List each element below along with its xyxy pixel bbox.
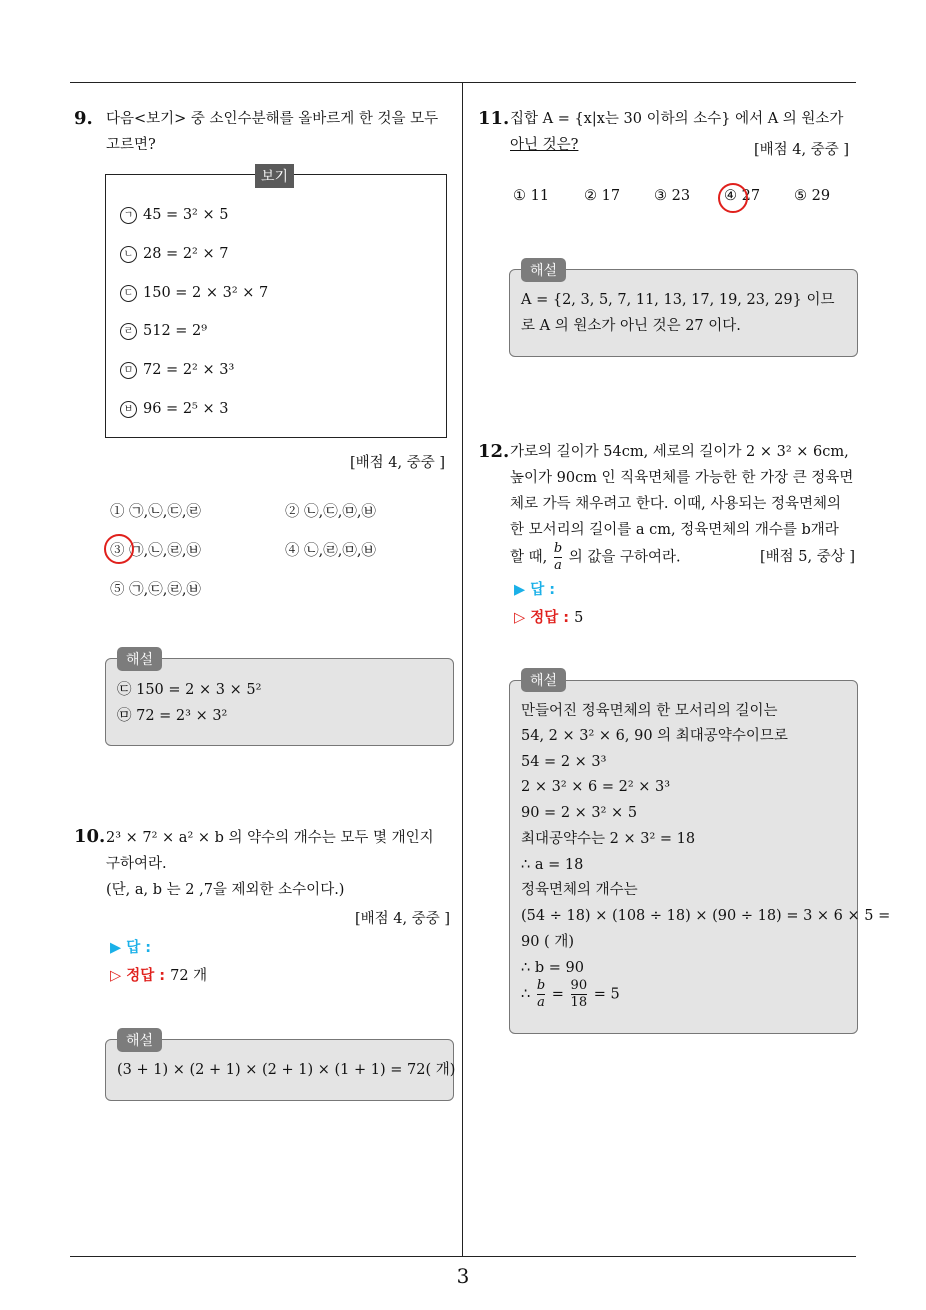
selected-answer-circle-icon: [718, 183, 748, 213]
solution-line: 로 A 의 원소가 아닌 것은 27 이다.: [521, 318, 741, 334]
question-text: 높이가 90cm 인 직육면체를 가능한 한 가장 큰 정육면: [510, 470, 854, 486]
solution-box: [509, 269, 858, 357]
solution-line: ∴ b = 90: [521, 960, 584, 976]
choice-4[interactable]: ④ ㉡,㉣,㉤,㉥: [285, 543, 376, 559]
fraction: $\frac{b}{a}$: [536, 978, 546, 1010]
fraction: $\frac{b}{a}$: [553, 541, 563, 573]
question-number: 10.: [74, 826, 106, 847]
question-text: 다음<보기> 중 소인수분해를 올바르게 한 것을 모두: [106, 111, 439, 127]
question-number: 9.: [74, 108, 93, 129]
question-text: 2³ × 7² × a² × b 의 약수의 개수는 모두 몇 개인지: [106, 830, 434, 846]
circle-mark-icon: ㅂ: [120, 401, 137, 418]
solution-line: 2 × 3² × 6 = 2² × 3³: [521, 779, 671, 795]
question-number: 11.: [478, 108, 510, 129]
choice-1[interactable]: ① 11: [513, 188, 550, 204]
circle-mark-icon: ㄴ: [120, 246, 137, 263]
solution-line: ∴ a = 18: [521, 857, 584, 873]
circle-mark-icon: ㄹ: [120, 323, 137, 340]
choice-4[interactable]: ④ 27: [724, 188, 761, 204]
score-label: [배점 4, 중중 ]: [355, 911, 451, 927]
question-text: 집합 A = {x|x는 30 이하의 소수} 에서 A 의 원소가: [510, 111, 844, 127]
solution-line: A = {2, 3, 5, 7, 11, 13, 17, 19, 23, 29} 이므: [521, 292, 835, 308]
solution-line: (54 ÷ 18) × (108 ÷ 18) × (90 ÷ 18) = 3 × 6 × 5 =: [521, 908, 891, 924]
selected-answer-circle-icon: [104, 534, 134, 564]
solution-tag: 해설: [117, 647, 162, 671]
choice-2[interactable]: ② ㉡,㉢,㉤,㉥: [285, 504, 376, 520]
score-label: [배점 4, 중중 ]: [350, 455, 446, 471]
solution-line: ∴ $\frac{b}{a}$ = $\frac{90}{18}$ = 5: [521, 978, 620, 1010]
bogi-item: ㄱ 45 = 3² × 5: [120, 207, 228, 224]
solution-line: 만들어진 정육면체의 한 모서리의 길이는: [521, 703, 778, 719]
top-rule: [70, 82, 856, 83]
question-text: 구하여라.: [106, 856, 167, 872]
solution-tag: 해설: [521, 668, 566, 692]
solution-line: 54, 2 × 3² × 6, 90 의 최대공약수이므로: [521, 728, 788, 744]
column-divider: [462, 82, 463, 1256]
question-number: 12.: [478, 441, 510, 462]
solution-line: ㉤ 72 = 2³ × 3²: [117, 708, 228, 724]
solution-line: 90 = 2 × 3² × 5: [521, 805, 638, 821]
circle-mark-icon: ㄱ: [120, 207, 137, 224]
solution-box: [105, 658, 454, 746]
fraction: $\frac{90}{18}$: [570, 978, 588, 1010]
choice-3[interactable]: ③ 23: [654, 188, 691, 204]
solution-line: 54 = 2 × 3³: [521, 754, 607, 770]
circle-mark-icon: ㄷ: [120, 285, 137, 302]
choice-3[interactable]: ③ ㉠,㉡,㉣,㉥: [110, 543, 201, 559]
solution-tag: 해설: [521, 258, 566, 282]
question-text: 한 모서리의 길이를 a cm, 정육면체의 개수를 b개라: [510, 522, 839, 538]
bottom-rule: [70, 1256, 856, 1257]
correct-answer: ▷ 정답 : 72 개: [110, 968, 208, 984]
question-text: 가로의 길이가 54cm, 세로의 길이가 2 × 3² × 6cm,: [510, 444, 849, 460]
question-text: 할 때, $\frac{b}{a}$ 의 값을 구하여라.: [510, 541, 681, 573]
solution-line: 정육면체의 개수는: [521, 882, 638, 898]
question-text: 고르면?: [106, 137, 156, 153]
choice-5[interactable]: ⑤ ㉠,㉢,㉣,㉥: [110, 582, 201, 598]
answer-label: ▶ 답 :: [110, 940, 152, 956]
question-text: 아닌 것은?: [510, 137, 579, 153]
solution-line: ㉢ 150 = 2 × 3 × 5²: [117, 682, 262, 698]
question-text: 체로 가득 채우려고 한다. 이때, 사용되는 정육면체의: [510, 496, 842, 512]
score-label: [배점 4, 중중 ]: [754, 142, 850, 158]
answer-label: ▶ 답 :: [514, 582, 556, 598]
score-label: [배점 5, 중상 ]: [760, 549, 856, 565]
solution-tag: 해설: [117, 1028, 162, 1052]
choice-5[interactable]: ⑤ 29: [794, 188, 831, 204]
page-number: 3: [456, 1264, 470, 1288]
bogi-item: ㄴ 28 = 2² × 7: [120, 246, 228, 263]
bogi-item: ㅂ 96 = 2⁵ × 3: [120, 401, 228, 418]
solution-line: (3 + 1) × (2 + 1) × (2 + 1) × (1 + 1) = 72( 개): [117, 1062, 456, 1078]
question-text: (단, a, b 는 2 ,7을 제외한 소수이다.): [106, 882, 345, 898]
bogi-item: ㅁ 72 = 2² × 3³: [120, 362, 234, 379]
bogi-title: 보기: [255, 164, 294, 188]
solution-line: 최대공약수는 2 × 3² = 18: [521, 831, 696, 847]
bogi-item: ㄹ 512 = 2⁹: [120, 323, 207, 340]
solution-line: 90 ( 개): [521, 934, 574, 950]
choice-1[interactable]: ① ㉠,㉡,㉢,㉣: [110, 504, 201, 520]
bogi-item: ㄷ 150 = 2 × 3² × 7: [120, 285, 268, 302]
circle-mark-icon: ㅁ: [120, 362, 137, 379]
correct-answer: ▷ 정답 : 5: [514, 610, 584, 626]
choice-2[interactable]: ② 17: [584, 188, 621, 204]
